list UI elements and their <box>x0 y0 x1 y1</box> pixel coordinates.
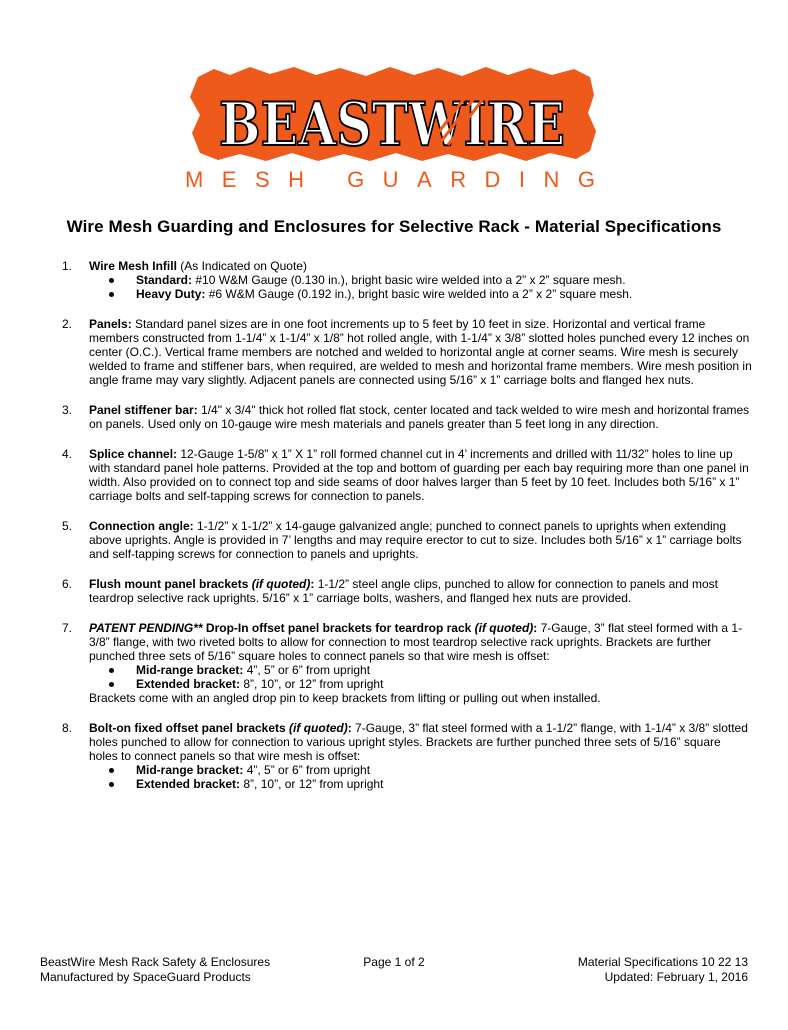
item-number: 2. <box>62 317 73 331</box>
item-label: Panel stiffener bar: <box>89 403 198 417</box>
item-note: Brackets come with an angled drop pin to keep brackets from lifting or pulling out when installed. <box>89 691 601 705</box>
logo-wordmark: BEASTWIRE <box>219 90 565 160</box>
list-item <box>62 259 752 301</box>
bullet-item: Mid-range bracket: 4”, 5” or 6” from upright <box>109 663 752 677</box>
spec-list <box>62 259 752 807</box>
bullet-list <box>89 763 752 791</box>
bullet-item: Heavy Duty: #6 W&M Gauge (0.192 in.), bright basic wire welded into a 2” x 2” square mesh. <box>109 287 752 301</box>
document-title: Wire Mesh Guarding and Enclosures for Selective Rack - Material Specifications <box>66 217 722 236</box>
item-number: 6. <box>62 577 73 591</box>
bullet-list <box>89 273 752 301</box>
item-label: Drop-In offset panel brackets for teardrop rack <box>202 621 475 635</box>
item-text: 12-Gauge 1-5/8” x 1” X 1” roll formed channel cut in 4’ increments and drilled with 11/32” holes to line up with standard panel hole patterns. Provided at the top and bottom of guarding per each bay requiring more than one panel in width. Also provided on to connect top and side seams of door halves larger than 5 feet by 10 feet. Includes both 5/16” x 1” carriage bolts and self-tapping screws for connection to panels. <box>89 447 749 503</box>
item-label: Splice channel: <box>89 447 178 461</box>
logo-tagline: MESH GUARDING <box>185 167 595 192</box>
item-label: Wire Mesh Infill <box>89 259 177 273</box>
item-text: 7-Gauge, 3” flat steel formed with a 1-1/2” flange, with 1-1/4” x 3/8” slotted holes punched to allow for connection to various upright styles. Brackets are further punched three sets of 5/16” square holes to connect panels so that wire mesh is offset: <box>89 721 748 763</box>
item-number: 4. <box>62 447 73 461</box>
footer-right: Material Specifications 10 22 13 Updated: February 1, 2016 <box>577 955 748 984</box>
item-number: 7. <box>62 621 73 635</box>
bullet-item: Extended bracket: 8”, 10”, or 12” from upright <box>109 677 752 691</box>
item-label: Connection angle: <box>89 519 194 533</box>
list-item: 6. Flush mount panel brackets (if quoted): 1-1/2” steel angle clips, punched to allow for connection to panels and most teardrop selective rack uprights. 5/16” x 1” carriage bolts, washers, and flanged hex nuts are provided. <box>62 577 718 605</box>
item-label: Panels: <box>89 317 132 331</box>
list-item: 8. Bolt-on fixed offset panel brackets (if quoted): 7-Gauge, 3” flat steel formed with a 1-1/2” flange, with 1-1/4” x 3/8” slotted holes punched to allow for connection to various upright styles. Brackets are further punched three sets of 5/16” square holes to connect panels so that wire mesh is offset: Mid-range bracket: 4”, 5” or 6” from upright Extended bracket: 8”, 10”, or 12” from upright <box>62 721 752 791</box>
page-number: Page 1 of 2 <box>363 955 425 969</box>
list-item <box>62 317 752 387</box>
item-text: Standard panel sizes are in one foot increments up to 5 feet by 10 feet in size. Horizontal and vertical frame members constructed from 1-1/4” x 1-1/4” x 1/8” hot rolled angle, with 1-1/4” x 3/8” slotted holes punched every 12 inches on center (O.C.). Vertical frame members are notched and welded to horizontal angle at corner seams. Wire mesh is securely welded to frame and stiffener bars, when required, are welded to mesh and horizontal frame members. Wire mesh position in angle frame may vary slightly. Adjacent panels are connected using 5/16” x 1” carriage bolts and flanged hex nuts. <box>89 317 752 387</box>
bullet-list <box>89 663 752 691</box>
list-item <box>62 447 752 503</box>
item-number: 5. <box>62 519 73 533</box>
item-text: 1-1/2” x 1-1/2” x 14-gauge galvanized angle; punched to connect panels to uprights when extending above uprights. Angle is provided in 7’ lengths and may require erector to cut to size. Includes both 5/16” x 1” carriage bolts and self-tapping screws for connection to panels and uprights. <box>89 519 742 561</box>
item-text: 1/4" x 3/4" thick hot rolled flat stock, center located and tack welded to wire mesh and horizontal frames on panels. Used only on 10-gauge wire mesh materials and panels greater than 5 feet long in any direction. <box>89 403 750 431</box>
patent-pending-label: PATENT PENDING** <box>89 621 203 635</box>
item-label: Bolt-on fixed offset panel brackets <box>89 721 290 735</box>
list-item <box>62 519 752 561</box>
item-label: Flush mount panel brackets <box>89 577 249 591</box>
list-item: 7. PATENT PENDING** Drop-In offset panel brackets for teardrop rack (if quoted): 7-Gauge, 3” flat steel formed with a 1-3/8” flange, with two riveted bolts to allow for connection to most teardrop selective rack uprights. Brackets are further punched three sets of 5/16” square holes to connect panels so that wire mesh is offset: Mid-range bracket: 4”, 5” or 6” from upright Extended bracket: 8”, 10”, or 12” from upright Brackets come with an angled drop pin to keep brackets from lifting or pulling out when installed. <box>62 621 752 705</box>
bullet-item: Extended bracket: 8”, 10”, or 12” from upright <box>109 777 752 791</box>
item-number: 1. <box>62 259 73 273</box>
item-number: 3. <box>62 403 73 417</box>
item-text: (As Indicated on Quote) <box>176 259 307 273</box>
page-footer <box>40 955 748 985</box>
beastwire-logo <box>170 55 610 195</box>
item-text: 1-1/2” steel angle clips, punched to allow for connection to panels and most teardrop selective rack uprights. 5/16” x 1” carriage bolts, washers, and flanged hex nuts are provided. <box>89 577 718 605</box>
footer-left: BeastWire Mesh Rack Safety & Enclosures Manufactured by SpaceGuard Products <box>40 955 271 984</box>
item-number: 8. <box>62 721 73 735</box>
bullet-item: Mid-range bracket: 4”, 5” or 6” from upright <box>109 763 752 777</box>
item-text: 7-Gauge, 3” flat steel formed with a 1-3/8” flange, with two riveted bolts to allow for connection to most teardrop selective rack uprights. Brackets are further punched three sets of 5/16” square holes to connect panels so that wire mesh is offset: <box>89 621 743 663</box>
list-item <box>62 403 752 431</box>
bullet-item: Standard: #10 W&M Gauge (0.130 in.), bright basic wire welded into a 2” x 2” square mesh. <box>109 273 752 287</box>
